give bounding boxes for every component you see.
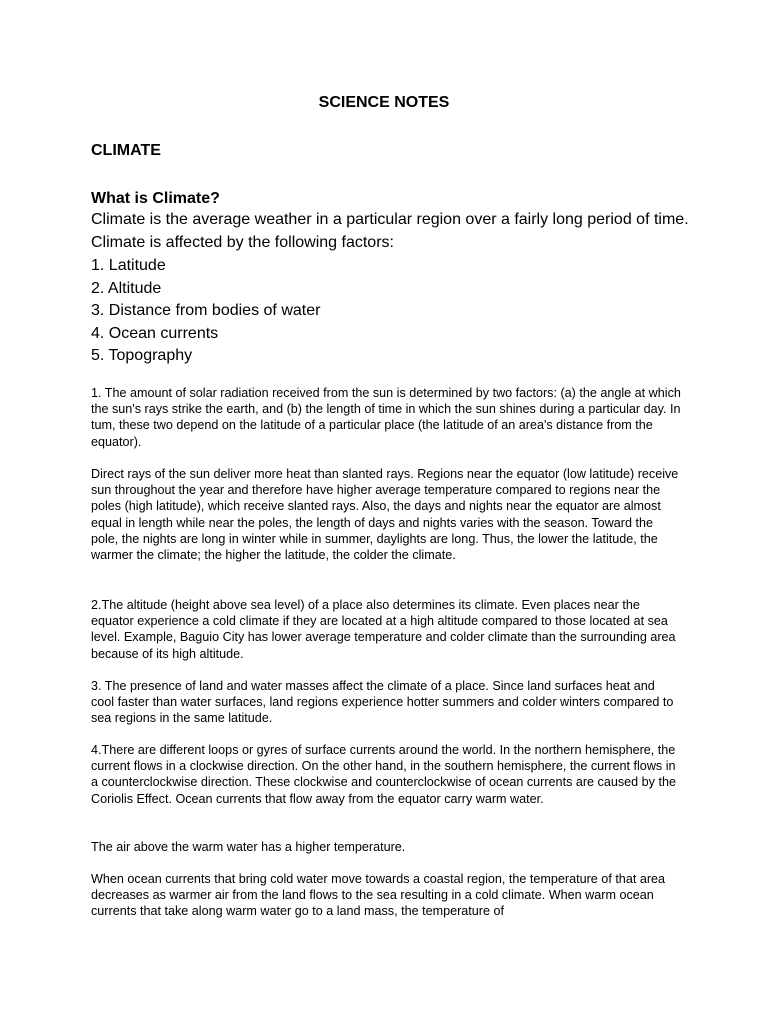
paragraph-warm-air bbox=[91, 839, 681, 855]
document-title: SCIENCE NOTES bbox=[318, 94, 450, 111]
factor-list bbox=[91, 255, 320, 368]
intro-paragraph: Climate is the average weather in a particular region over a fairly long period of time. Climate is affected by the following factors: bbox=[91, 211, 689, 251]
list-item: 1. Latitude bbox=[91, 257, 166, 274]
paragraph-text: Direct rays of the sun deliver more heat than slanted rays. Regions near the equator (low latitude) receive sun throughout the year and therefore have higher average temperature compared to regions near the poles (high latitude), which receive slanted rays. Also, the days and nights near the equator are almost equal in length while near the poles, the length of days and nights varies with the season. Toward the pole, the nights are long in winter while in summer, daylights are long. Thus, the lower the latitude, the warmer the climate; the higher the latitude, the colder the climate. bbox=[91, 467, 679, 563]
paragraph-altitude bbox=[91, 597, 681, 662]
paragraph-text: When ocean currents that bring cold water move towards a coastal region, the temperature of that area decreases as warmer air from the land flows to the sea resulting in a cold climate. When warm ocean currents that take along warm water go to a land mass, the temperature of bbox=[91, 872, 666, 919]
paragraph-text: 1. The amount of solar radiation received from the sun is determined by two factors: (a) the angle at which the sun's rays strike the earth, and (b) the length of time in which the sun shines during a particular day. In tum, these two depend on the latitude of a particular place (the latitude of an area's distance from the equator). bbox=[91, 386, 681, 449]
subheading: What is Climate? bbox=[91, 190, 220, 207]
paragraph-text: 3. The presence of land and water masses affect the climate of a place. Since land surfaces heat and cool faster than water surfaces, land regions experience hotter summers and colder winters compared to sea regions in the same latitude. bbox=[91, 679, 674, 726]
paragraph-text: 4.There are different loops or gyres of surface currents around the world. In the northern hemisphere, the current flows in a clockwise direction. On the other hand, in the southern hemisphere, the current flows in a counterclockwise direction. These clockwise and counterclockwise of ocean currents are caused by the Coriolis Effect. Ocean currents that flow away from the equator carry warm water. bbox=[91, 743, 676, 806]
paragraph-ocean-currents bbox=[91, 742, 681, 807]
list-item: 3. Distance from bodies of water bbox=[91, 302, 321, 319]
paragraph-cold-currents bbox=[91, 871, 681, 920]
paragraph-latitude bbox=[91, 385, 681, 450]
list-item: 4. Ocean currents bbox=[91, 324, 219, 342]
paragraph-direct-rays bbox=[91, 466, 681, 563]
list-item: 5. Topography bbox=[91, 347, 193, 364]
paragraph-text: 2.The altitude (height above sea level) of a place also determines its climate. Even places near the equator experience a cold climate if they are located at a high altitude compared to those located at sea level. Example, Baguio City has lower average temperature and colder climate than the surrounding area because of its high altitude. bbox=[91, 598, 676, 661]
section-heading: CLIMATE bbox=[91, 142, 161, 159]
list-item: 2. Altitude bbox=[91, 279, 162, 297]
paragraph-water-bodies bbox=[91, 678, 681, 727]
paragraph-text: The air above the warm water has a higher temperature. bbox=[91, 840, 406, 854]
